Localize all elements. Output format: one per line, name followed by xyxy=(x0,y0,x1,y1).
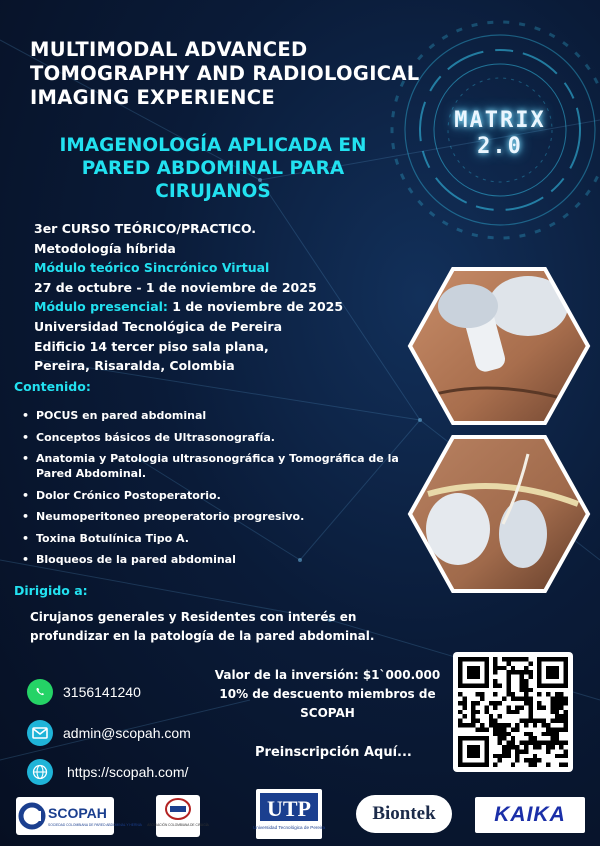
web-contact[interactable] xyxy=(27,759,188,785)
course-subtitle: IMAGENOLOGÍA APLICADA EN PARED ABDOMINAL PARA CIRUJANOS xyxy=(59,135,367,202)
contenido-heading: Contenido: xyxy=(14,379,91,394)
utp-subtitle: Universidad Tecnológica de Pereira xyxy=(252,825,326,830)
scopah-name: SCOPAH xyxy=(48,805,107,821)
presencial-module-date: 1 de noviembre de 2025 xyxy=(167,299,344,315)
price-info: Valor de la inversión: $1`000.000 10% de descuento miembros de SCOPAH xyxy=(214,668,441,720)
list-item: • Bloqueos de la pared abdominal xyxy=(22,552,422,567)
email-contact[interactable] xyxy=(27,720,191,746)
presencial-module xyxy=(34,297,394,317)
whatsapp-icon xyxy=(27,679,53,705)
phone-contact[interactable] xyxy=(27,679,141,705)
course-info xyxy=(34,219,394,376)
list-item: • Neumoperitoneo preoperatorio progresivo. xyxy=(22,509,422,524)
virtual-module-dates: 27 de octubre - 1 de noviembre de 2025 xyxy=(34,279,317,295)
presencial-module-label: Módulo presencial: xyxy=(34,299,168,315)
course-type: 3er CURSO TEÓRICO/PRACTICO. xyxy=(34,221,257,236)
scopah-subtitle: SOCIEDAD COLOMBIANA DE PARED ABDOMINAL Y HERNIA xyxy=(48,823,142,827)
kaika-name: KAIKA xyxy=(494,803,566,826)
biontek-name: Biontek xyxy=(372,803,436,824)
email-icon xyxy=(27,720,53,746)
contenido-list xyxy=(22,408,422,574)
dirigido-heading: Dirigido a: xyxy=(14,583,88,598)
list-item: • Conceptos básicos de Ultrasonografía. xyxy=(22,430,422,445)
website-url: https://scopah.com/ xyxy=(67,764,189,780)
biontek-logo xyxy=(356,795,452,833)
kaika-logo xyxy=(475,797,585,833)
main-title: MULTIMODAL ADVANCED TOMOGRAPHY AND RADIOLOGICAL IMAGING EXPERIENCE xyxy=(30,38,420,109)
ultrasound-photo-1 xyxy=(408,266,590,426)
utp-name: UTP xyxy=(267,796,311,821)
list-item: • POCUS en pared abdominal xyxy=(22,408,422,423)
venue-line-3: Pereira, Risaralda, Colombia xyxy=(34,358,235,374)
scopah-logo xyxy=(16,797,142,835)
globe-icon xyxy=(27,759,53,785)
list-item: • Anatomia y Patologia ultrasonográfica y Tomográfica de la Pared Abdominal. xyxy=(22,451,422,481)
venue-line-2: Edificio 14 tercer piso sala plana, xyxy=(34,338,269,354)
virtual-module-label: Módulo teórico Sincrónico Virtual xyxy=(34,260,270,276)
venue-line-1: Universidad Tecnológica de Pereira xyxy=(34,318,283,334)
list-item: • Dolor Crónico Postoperatorio. xyxy=(22,488,422,503)
email-address: admin@scopah.com xyxy=(63,725,191,741)
acc-logo xyxy=(147,795,209,837)
course-method: Metodología híbrida xyxy=(34,240,176,256)
ultrasound-photo-2 xyxy=(408,434,590,594)
list-item: • Toxina Botulínica Tipo A. xyxy=(22,531,422,546)
registration-qr-code[interactable] xyxy=(453,652,573,772)
audience-text: Cirujanos generales y Residentes con interés en profundizar en la patología de la pared abdominal. xyxy=(30,610,375,643)
preregistration-label: Preinscripción Aquí... xyxy=(255,745,412,760)
utp-logo xyxy=(252,789,326,839)
phone-number: 3156141240 xyxy=(63,684,141,700)
acc-subtitle: ASOCIACIÓN COLOMBIANA DE CIRUGÍA xyxy=(147,823,209,827)
matrix-badge: MATRIX 2.0 xyxy=(454,108,546,159)
